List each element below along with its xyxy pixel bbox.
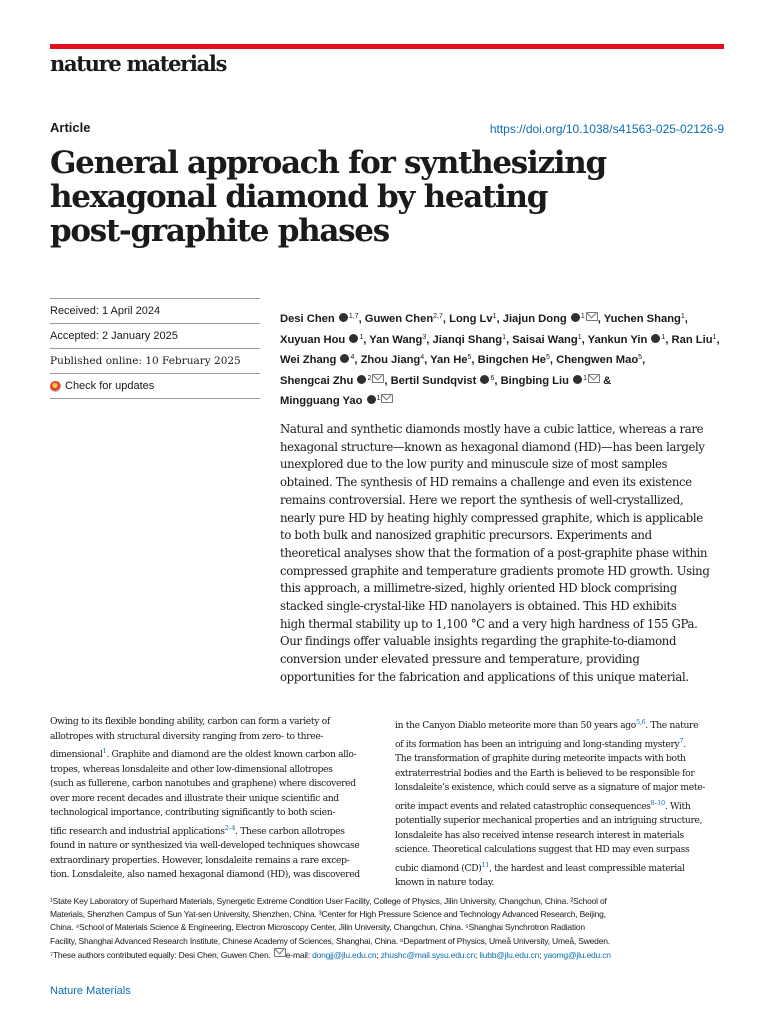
email-label: e-mail:: [285, 949, 313, 960]
author-name[interactable]: , Saisai Wang: [506, 333, 578, 346]
affiliation-marker: 1: [492, 313, 497, 320]
body-line: lonsdaleite has also received intense research interest in materials: [395, 829, 684, 841]
affiliation-marker: 5: [638, 354, 643, 362]
author-name[interactable]: , Bingchen He: [471, 354, 546, 367]
author-name[interactable]: Desi Chen: [280, 313, 335, 325]
body-text: . These carbon allotropes: [235, 825, 345, 837]
reference-link[interactable]: 8–10: [650, 798, 665, 807]
article-title: [50, 146, 720, 248]
orcid-icon[interactable]: [573, 375, 582, 384]
body-column-right: [395, 715, 725, 891]
body-line: (such as fullerene, carbon nanotubes and graphene) where discovered: [50, 778, 356, 789]
abstract: [280, 421, 726, 687]
affiliation-line: China. ⁴School of Materials Science & Engineering, Electron Microscopy Center, Jilin University, Changchun, China. ⁵Shanghai Synchrotron Radiation: [50, 922, 585, 933]
body-line: [50, 744, 380, 763]
orcid-icon[interactable]: [571, 313, 580, 322]
affiliation-marker: 3: [422, 333, 427, 341]
email-separator: ;: [376, 949, 381, 960]
author-name[interactable]: , Yan He: [424, 354, 468, 367]
article-history: [50, 298, 260, 399]
body-line: The transformation of graphite during meteorite impacts with both: [395, 753, 686, 764]
body-text: .: [683, 738, 686, 750]
body-line: known in nature today.: [395, 877, 495, 888]
body-line: [395, 715, 725, 734]
body-line: tropes, whereas lonsdaleite and other low-dimensional allotropes: [50, 763, 333, 775]
email-icon[interactable]: [372, 374, 384, 383]
body-text: of its formation has been an intriguing and long-standing mystery: [395, 738, 680, 750]
title-line: hexagonal diamond by heating: [50, 179, 548, 215]
article-type-label: Article: [50, 120, 91, 135]
abstract-line: opportunities for the fabrication and applications of this unique material.: [280, 669, 689, 684]
affiliation-line: ¹State Key Laboratory of Superhard Materials, Synergetic Extreme Condition User Facility, College of Physics, Jilin University, Changchun, China. ²School of: [50, 896, 607, 906]
separator: ,: [716, 333, 720, 346]
separator: ,: [684, 313, 688, 325]
journal-header-bar: [50, 44, 724, 49]
body-text: in the Canyon Diablo meteorite more than 50 years ago: [395, 720, 636, 731]
reference-link[interactable]: 5,6: [635, 718, 646, 726]
abstract-line: this approach, a millimetre-sized, highly oriented HD block comprising: [280, 581, 677, 596]
author-name[interactable]: Wei Zhang: [280, 354, 337, 367]
body-column-left: [50, 715, 380, 883]
author-name[interactable]: , Guwen Chen: [358, 313, 434, 325]
affiliation-marker: 5: [467, 354, 472, 362]
body-line: extraordinary properties. However, lonsdaleite remains a rare excep-: [50, 854, 350, 866]
equal-contribution-note: ⁷These authors contributed equally: Desi Chen, Guwen Chen.: [50, 949, 273, 960]
author-name[interactable]: , Chengwen Mao: [549, 354, 639, 367]
body-text: dimensional: [50, 749, 103, 760]
author-name[interactable]: , Yan Wang: [363, 333, 423, 346]
email-separator: ;: [539, 949, 544, 960]
affiliation-marker: 2: [367, 374, 372, 382]
author-name[interactable]: , Long Lv: [442, 313, 493, 325]
body-text: , the hardest and least compressible material: [489, 862, 685, 874]
reference-link[interactable]: 2–4: [224, 823, 236, 832]
body-line: [50, 821, 380, 840]
author-name[interactable]: Xuyuan Hou: [280, 333, 346, 346]
author-line: [280, 390, 730, 411]
abstract-line: nearly pure HD by heating highly compressed graphite, which is applicable: [280, 510, 703, 525]
author-name[interactable]: , Bertil Sundqvist: [384, 374, 477, 387]
body-line: [395, 858, 725, 877]
author-name[interactable]: , Yuchen Shang: [597, 313, 681, 325]
orcid-icon[interactable]: [339, 313, 348, 322]
affiliation-line: Materials, Shenzhen Campus of Sun Yat-sen University, Shenzhen, China. ³Center for High Pressure Science and Technology Advanced Research, Beijing,: [50, 909, 606, 920]
contact-line: [50, 948, 724, 962]
body-line: potentially superior mechanical properties and an intriguing structure,: [395, 815, 703, 826]
check-for-updates-row: [50, 373, 260, 399]
body-text: cubic diamond (CD): [395, 862, 482, 874]
published-date: Published online: 10 February 2025: [50, 348, 260, 373]
orcid-icon[interactable]: [367, 395, 376, 404]
title-line: General approach for synthesizing: [50, 145, 606, 181]
email-link[interactable]: zhushc@mail.sysu.edu.cn: [380, 949, 475, 960]
affiliation-marker: 4: [350, 354, 355, 362]
body-line: over more recent decades and illustrate their unique scientific and: [50, 792, 339, 804]
author-line: [280, 308, 730, 329]
received-date: Received: 1 April 2024: [50, 298, 260, 323]
author-list: [280, 308, 730, 411]
affiliation-marker: 1: [580, 313, 585, 320]
email-icon[interactable]: [586, 312, 598, 321]
footer-journal-name[interactable]: Nature Materials: [50, 985, 131, 997]
affiliation-marker: 1: [661, 333, 666, 341]
abstract-line: obtained. The synthesis of HD remains a challenge and even its existence: [280, 475, 692, 490]
body-line: Owing to its flexible bonding ability, carbon can form a variety of: [50, 716, 330, 727]
author-name[interactable]: Mingguang Yao: [280, 395, 363, 408]
check-for-updates-label: Check for updates: [65, 380, 155, 392]
abstract-line: Our findings offer valuable insights regarding the graphite-to-diamond: [280, 634, 677, 649]
email-link[interactable]: dongjj@jlu.edu.cn: [312, 949, 377, 960]
orcid-icon[interactable]: [357, 375, 366, 384]
author-name[interactable]: Shengcai Zhu: [280, 374, 354, 387]
author-name[interactable]: , Bingbing Liu: [494, 374, 569, 387]
body-line: lonsdaleite’s existence, which could serve as a signature of major mete-: [395, 782, 706, 793]
abstract-line: to both bulk and nanosized graphitic precursors. Experiments and: [280, 528, 652, 543]
affiliation-marker: 1: [577, 333, 582, 341]
separator: &: [599, 374, 612, 387]
abstract-line: conversion under elevated pressure and temperature, providing: [280, 652, 640, 667]
orcid-icon[interactable]: [349, 334, 358, 343]
abstract-line: stacked single-crystal-like HD nanolayers is obtained. This HD exhibits: [280, 599, 677, 614]
body-line: found in nature or synthesized via well-developed techniques showcase: [50, 840, 360, 851]
affiliation-marker: 1: [359, 333, 364, 341]
author-line: [280, 329, 730, 350]
body-text: orite impact events and related catastrophic consequences: [395, 800, 651, 812]
body-text: . Graphite and diamond are the oldest known carbon allo-: [106, 749, 357, 760]
affiliation-line: Facility, Shanghai Advanced Research Institute, Chinese Academy of Sciences, Shanghai, China. ⁶Department of Physics, Umeå University, Umeå, Sweden.: [50, 935, 610, 946]
orcid-icon[interactable]: [651, 334, 660, 343]
doi-link[interactable]: https://doi.org/10.1038/s41563-025-02126-9: [489, 122, 724, 136]
email-link[interactable]: liubb@jlu.edu.cn: [479, 949, 540, 960]
abstract-line: theoretical analyses show that the formation of a post-graphite phase within: [280, 545, 708, 560]
author-line: [280, 349, 730, 370]
separator: ,: [642, 354, 646, 367]
title-line: post-graphite phases: [50, 213, 389, 249]
abstract-line: Natural and synthetic diamonds mostly have a cubic lattice, whereas a rare: [280, 422, 704, 436]
affiliation-marker: 5: [546, 354, 550, 362]
affiliation-marker: 4: [420, 354, 425, 362]
accepted-date: Accepted: 2 January 2025: [50, 323, 260, 348]
affiliations: [50, 895, 724, 962]
orcid-icon[interactable]: [340, 354, 349, 363]
body-line: [395, 796, 725, 815]
body-text: tific research and industrial applications: [50, 825, 225, 837]
abstract-line: high thermal stability up to 1,100 °C and a very high hardness of 155 GPa.: [280, 616, 698, 631]
affiliation-marker: 6: [490, 374, 495, 382]
abstract-line: compressed graphite and temperature gradients promote HD growth. Using: [280, 563, 710, 578]
abstract-line: remains controversial. Here we report the synthesis of well-crystallized,: [280, 492, 684, 507]
affiliation-marker: 2,7: [433, 313, 443, 320]
reference-link[interactable]: 1: [102, 747, 107, 755]
author-name[interactable]: , Jianqi Shang: [426, 333, 503, 346]
abstract-line: unexplored due to the low purity and minuscule size of most samples: [280, 457, 668, 472]
check-for-updates-icon: [50, 381, 61, 392]
orcid-icon[interactable]: [480, 375, 489, 384]
reference-link[interactable]: 7: [679, 736, 684, 745]
affiliation-marker: 1,7: [348, 313, 359, 320]
abstract-line: hexagonal structure—known as hexagonal diamond (HD)—has been largely: [280, 439, 705, 454]
author-line: [280, 370, 730, 391]
body-line: extraterrestrial bodies and the Earth is believed to be responsible for: [395, 767, 695, 779]
author-name[interactable]: , Ran Liu: [665, 333, 713, 346]
email-link[interactable]: yaomg@jlu.edu.cn: [543, 949, 611, 960]
body-line: science. Theoretical calculations suggest that HD may even surpass: [395, 844, 690, 855]
email-icon[interactable]: [588, 374, 600, 383]
author-name[interactable]: , Zhou Jiang: [354, 354, 421, 367]
body-line: [395, 734, 725, 753]
body-text: . With: [664, 800, 691, 812]
author-name[interactable]: , Jiajun Dong: [496, 313, 567, 325]
journal-name[interactable]: nature materials: [50, 51, 227, 76]
body-line: technological importance, contributing significantly to both scien-: [50, 807, 336, 818]
email-icon[interactable]: [381, 394, 393, 403]
body-text: . The nature: [645, 720, 699, 731]
email-icon: [274, 948, 286, 957]
affiliation-marker: 1: [502, 333, 506, 341]
affiliation-marker: 1: [583, 374, 587, 382]
affiliation-marker: 1: [680, 313, 685, 320]
body-line: tion. Lonsdaleite, also named hexagonal diamond (HD), was discovered: [50, 869, 360, 880]
body-line: allotropes with structural diversity ranging from zero- to three-: [50, 730, 324, 742]
affiliation-marker: 1: [712, 333, 717, 341]
reference-link[interactable]: 11: [481, 860, 490, 869]
affiliation-marker: 1: [376, 395, 381, 403]
check-for-updates-button[interactable]: [50, 374, 260, 398]
email-separator: ;: [475, 949, 480, 960]
author-name[interactable]: , Yankun Yin: [581, 333, 648, 346]
